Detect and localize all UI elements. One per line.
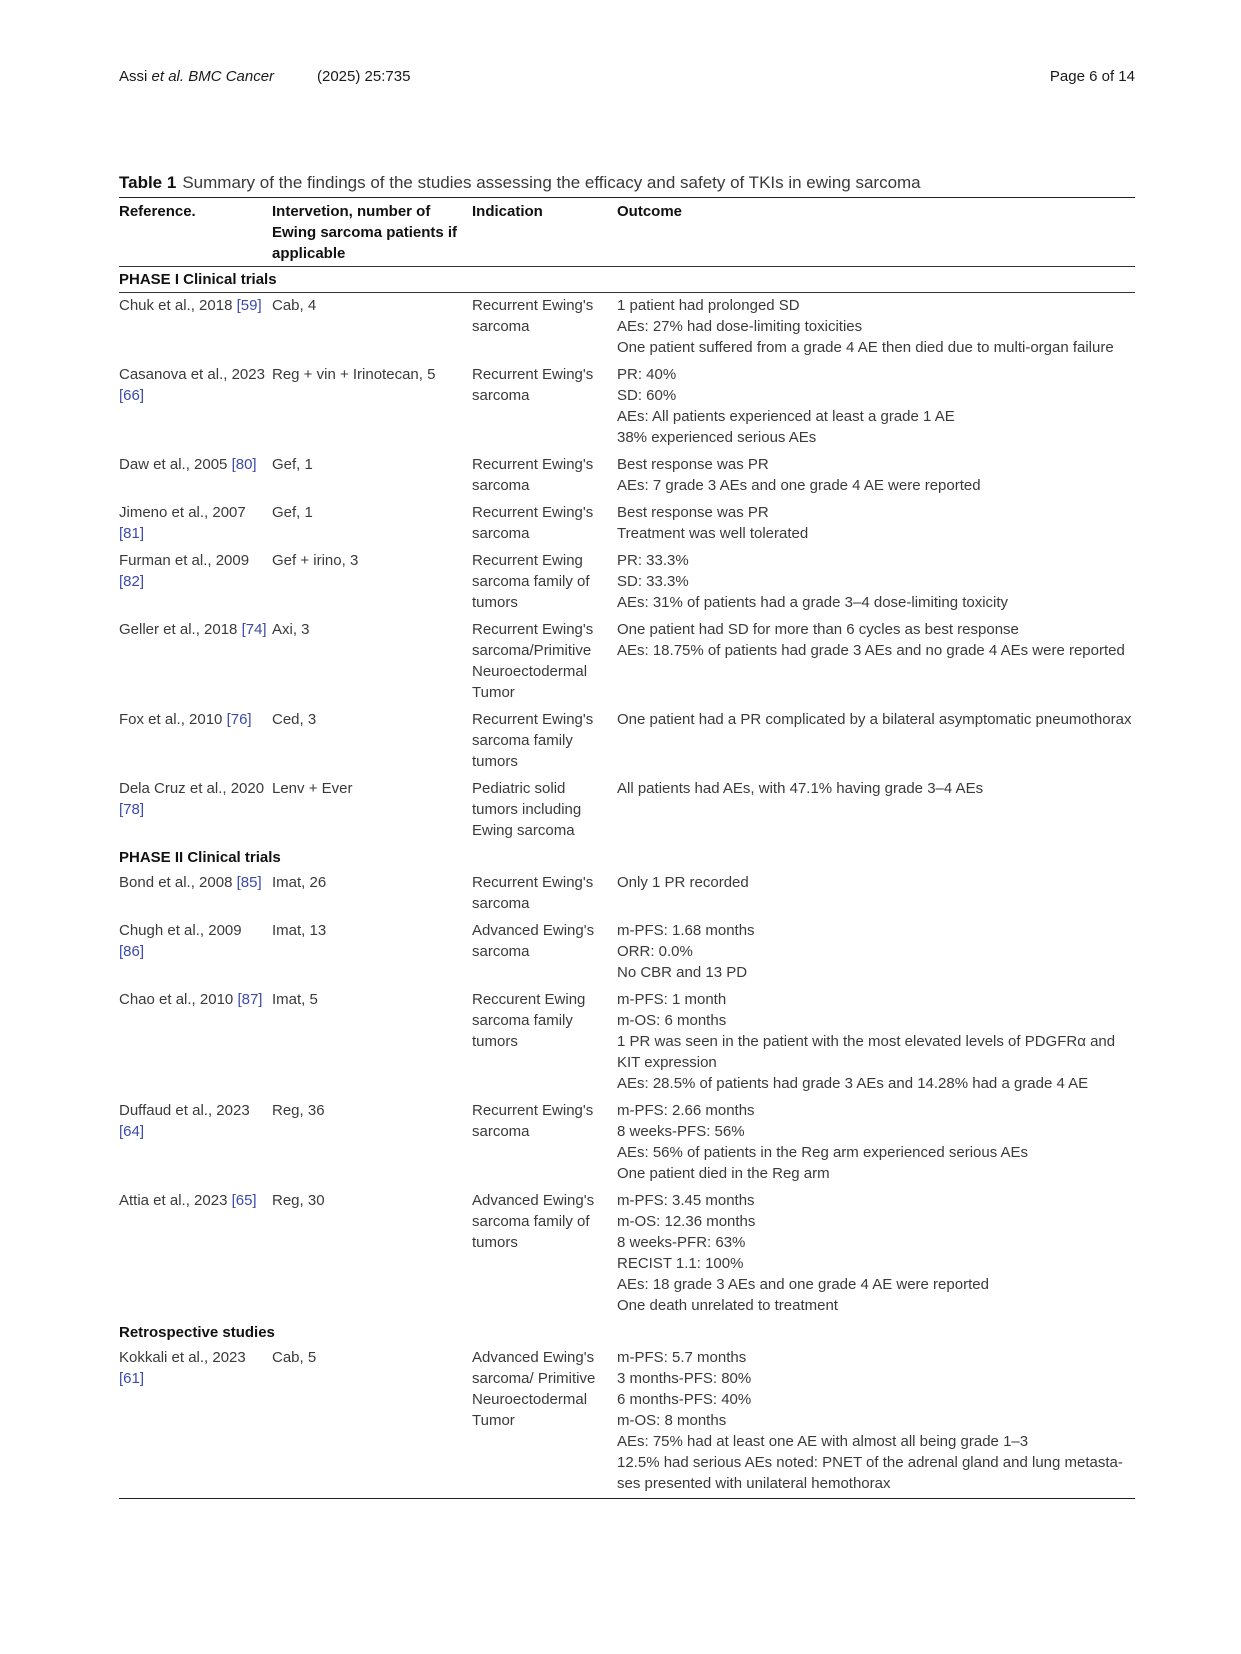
intervention-cell: Reg, 36 (272, 1102, 325, 1119)
outcome-cell (617, 452, 1135, 500)
outcome-line: 38% experienced serious AEs (617, 429, 817, 446)
reference-text: Chuk et al., 2018 (119, 297, 233, 314)
reference-cell (119, 776, 272, 845)
page-header (119, 68, 1135, 92)
citation-link[interactable]: [65] (231, 1192, 257, 1209)
outcome-cell (617, 870, 1135, 918)
outcome-line: AEs: 75% had at least one AE with almost all being grade 1–3 (617, 1433, 1029, 1450)
reference-cell (119, 870, 272, 918)
reference-cell (119, 987, 272, 1098)
outcome-line: m-OS: 8 months (617, 1412, 727, 1429)
outcome-line: AEs: 27% had dose-limiting toxicities (617, 318, 863, 335)
outcome-cell (617, 1098, 1135, 1188)
indication-cell: Recurrent Ewing's sarcoma (472, 456, 594, 494)
outcome-line: 1 PR was seen in the patient with the most elevated levels of PDGFRα and KIT expression (617, 1033, 1116, 1071)
outcome-line: One patient died in the Reg arm (617, 1165, 830, 1182)
table-caption (119, 172, 1135, 194)
citation-link[interactable]: [87] (237, 991, 263, 1008)
column-header: Reference. (119, 198, 272, 267)
intervention-cell: Reg + vin + Irinotecan, 5 (272, 366, 436, 383)
indication-cell: Advanced Ewing's sarcoma/ Primitive Neuroectodermal Tumor (472, 1345, 617, 1499)
outcome-line: RECIST 1.1: 100% (617, 1255, 744, 1272)
outcome-line: AEs: 7 grade 3 AEs and one grade 4 AE were reported (617, 477, 981, 494)
volume-info: (2025) 25:735 (317, 68, 411, 85)
outcome-line: m-OS: 12.36 months (617, 1213, 756, 1230)
outcome-line: One patient had a PR complicated by a bilateral asymptomatic pneumothorax (617, 711, 1132, 728)
reference-cell (119, 707, 272, 776)
indication-cell: Recurrent Ewing's sarcoma (472, 1102, 594, 1140)
outcome-line: m-PFS: 3.45 months (617, 1192, 755, 1209)
intervention-cell: Imat, 5 (272, 991, 318, 1008)
intervention-cell: Gef, 1 (272, 504, 313, 521)
outcome-cell (617, 918, 1135, 987)
page-number: Page 6 of 14 (1049, 68, 1135, 85)
intervention-cell: Ced, 3 (272, 711, 317, 728)
reference-cell (119, 452, 272, 500)
outcome-line: AEs: 56% of patients in the Reg arm experienced serious AEs (617, 1144, 1029, 1161)
reference-cell (119, 1098, 272, 1188)
indication-cell: Recurrent Ewing sarcoma family of tumors (472, 552, 590, 611)
outcome-cell (617, 1188, 1135, 1320)
indication-cell: Recurrent Ewing's sarcoma (472, 504, 594, 542)
outcome-line: m-PFS: 5.7 months (617, 1349, 747, 1366)
outcome-cell (617, 548, 1135, 617)
citation-link[interactable]: [81] (119, 525, 145, 542)
reference-cell (119, 293, 272, 363)
citation-link[interactable]: [76] (226, 711, 252, 728)
outcome-cell (617, 500, 1135, 548)
indication-cell: Recurrent Ewing's sarcoma (472, 366, 594, 404)
table-row (119, 452, 1135, 500)
outcome-line: AEs: All patients experienced at least a grade 1 AE (617, 408, 955, 425)
outcome-line: m-PFS: 1.68 months (617, 922, 755, 939)
indication-cell: Pediatric solid tumors including Ewing sarcoma (472, 780, 582, 839)
table-row (119, 1098, 1135, 1188)
outcome-line: One patient had SD for more than 6 cycles as best response (617, 621, 1019, 638)
outcome-line: All patients had AEs, with 47.1% having grade 3–4 AEs (617, 780, 984, 797)
outcome-cell (617, 707, 1135, 776)
section-title: PHASE I Clinical trials (119, 267, 1135, 293)
reference-text: Chao et al., 2010 (119, 991, 234, 1008)
outcome-line: 6 months-PFS: 40% (617, 1391, 752, 1408)
outcome-line: 1 patient had prolonged SD (617, 297, 800, 314)
reference-cell (119, 362, 272, 452)
citation-link[interactable]: [78] (119, 801, 145, 818)
outcome-line: No CBR and 13 PD (617, 964, 748, 981)
table-body (119, 267, 1135, 1499)
table-row (119, 870, 1135, 918)
citation-link[interactable]: [82] (119, 573, 145, 590)
intervention-cell: Reg, 30 (272, 1192, 325, 1209)
reference-cell (119, 918, 272, 987)
table-header-row (119, 198, 1135, 267)
outcome-cell (617, 362, 1135, 452)
indication-cell: Recurrent Ewing's sarcoma family tumors (472, 711, 594, 770)
table-row (119, 293, 1135, 363)
outcome-line: AEs: 28.5% of patients had grade 3 AEs and 14.28% had a grade 4 AE (617, 1075, 1089, 1092)
reference-text: Geller et al., 2018 (119, 621, 238, 638)
indication-cell: Reccurent Ewing sarcoma family tumors (472, 991, 586, 1050)
section-header-row (119, 845, 1135, 870)
indication-cell: Recurrent Ewing's sarcoma/Primitive Neuroectodermal Tumor (472, 621, 594, 701)
outcome-line: 8 weeks-PFR: 63% (617, 1234, 746, 1251)
section-header-row (119, 1320, 1135, 1345)
citation-link[interactable]: [64] (119, 1123, 145, 1140)
intervention-cell: Gef + irino, 3 (272, 552, 359, 569)
reference-text: Attia et al., 2023 (119, 1192, 228, 1209)
table-row (119, 500, 1135, 548)
outcome-line: m-PFS: 1 month (617, 991, 727, 1008)
outcome-line: 8 weeks-PFS: 56% (617, 1123, 745, 1140)
reference-cell (119, 1188, 272, 1320)
table-row (119, 362, 1135, 452)
column-header: Outcome (617, 198, 1135, 267)
intervention-cell: Lenv + Ever (272, 780, 353, 797)
citation-link[interactable]: [61] (119, 1370, 145, 1387)
outcome-line: PR: 33.3% (617, 552, 689, 569)
reference-cell (119, 617, 272, 707)
outcome-line: SD: 60% (617, 387, 677, 404)
outcome-line: AEs: 31% of patients had a grade 3–4 dose-limiting toxicity (617, 594, 1009, 611)
reference-text: Kokkali et al., 2023 (119, 1349, 246, 1366)
citation-link[interactable]: [85] (236, 874, 262, 891)
outcome-line: Only 1 PR recorded (617, 874, 749, 891)
outcome-line: m-PFS: 2.66 months (617, 1102, 755, 1119)
journal-citation: Assi et al. BMC Cancer (119, 68, 275, 85)
citation-link[interactable]: [66] (119, 387, 145, 404)
reference-text: Bond et al., 2008 (119, 874, 233, 891)
indication-cell: Advanced Ewing's sarcoma family of tumors (472, 1192, 595, 1251)
citation-link[interactable]: [86] (119, 943, 145, 960)
section-title: PHASE II Clinical trials (119, 849, 281, 866)
section-header-row (119, 267, 1135, 293)
intervention-cell: Imat, 13 (272, 922, 327, 939)
outcome-line: PR: 40% (617, 366, 677, 383)
reference-text: Furman et al., 2009 (119, 552, 250, 569)
outcome-line: AEs: 18 grade 3 AEs and one grade 4 AE were reported (617, 1276, 989, 1293)
reference-text: Fox et al., 2010 (119, 711, 223, 728)
outcome-cell (617, 1345, 1135, 1499)
section-title: Retrospective studies (119, 1324, 275, 1341)
intervention-cell: Gef, 1 (272, 456, 313, 473)
indication-cell: Recurrent Ewing's sarcoma (472, 874, 594, 912)
reference-text: Daw et al., 2005 (119, 456, 228, 473)
reference-cell (119, 548, 272, 617)
outcome-line: One death unrelated to treatment (617, 1297, 838, 1314)
reference-text: Jimeno et al., 2007 (119, 504, 246, 521)
table-row (119, 1188, 1135, 1320)
intervention-cell: Axi, 3 (272, 621, 310, 638)
table-label: Table 1 (119, 173, 177, 192)
outcome-cell (617, 987, 1135, 1098)
intervention-cell: Imat, 26 (272, 874, 327, 891)
reference-cell (119, 500, 272, 548)
outcome-line: ORR: 0.0% (617, 943, 693, 960)
citation-link[interactable]: [74] (241, 621, 267, 638)
indication-cell: Recurrent Ewing's sarcoma (472, 297, 594, 335)
outcome-line: 3 months-PFS: 80% (617, 1370, 752, 1387)
column-header: Intervetion, number of Ewing sarcoma patients if applicable (272, 198, 472, 267)
reference-text: Casanova et al., 2023 (119, 366, 265, 383)
table-row (119, 1345, 1135, 1499)
outcome-line: One patient suffered from a grade 4 AE then died due to multi-organ failure (617, 339, 1114, 356)
reference-cell (119, 1345, 272, 1499)
reference-text: Chugh et al., 2009 (119, 922, 242, 939)
table-row (119, 776, 1135, 845)
findings-table (119, 197, 1135, 1499)
citation-link[interactable]: [80] (231, 456, 257, 473)
table-row (119, 918, 1135, 987)
table-row (119, 707, 1135, 776)
outcome-line: m-OS: 6 months (617, 1012, 727, 1029)
table-row (119, 617, 1135, 707)
outcome-line: Treatment was well tolerated (617, 525, 809, 542)
outcome-line: Best response was PR (617, 504, 769, 521)
outcome-cell (617, 776, 1135, 845)
outcome-cell (617, 293, 1135, 363)
intervention-cell: Cab, 5 (272, 1345, 472, 1499)
intervention-cell: Cab, 4 (272, 297, 317, 314)
outcome-line: AEs: 18.75% of patients had grade 3 AEs and no grade 4 AEs were reported (617, 642, 1125, 659)
table-caption-text: Summary of the findings of the studies assessing the efficacy and safety of TKIs in ewing sarcoma (182, 173, 921, 192)
table-row (119, 987, 1135, 1098)
column-header: Indication (472, 198, 617, 267)
outcome-line: Best response was PR (617, 456, 769, 473)
citation-link[interactable]: [59] (236, 297, 262, 314)
indication-cell: Advanced Ewing's sarcoma (472, 922, 595, 960)
outcome-line: SD: 33.3% (617, 573, 689, 590)
table-row (119, 548, 1135, 617)
reference-text: Dela Cruz et al., 2020 (119, 780, 265, 797)
outcome-line: 12.5% had serious AEs noted: PNET of the adrenal gland and lung metasta-ses presented with unilateral hemothorax (617, 1454, 1123, 1492)
reference-text: Duffaud et al., 2023 (119, 1102, 250, 1119)
outcome-cell (617, 617, 1135, 707)
